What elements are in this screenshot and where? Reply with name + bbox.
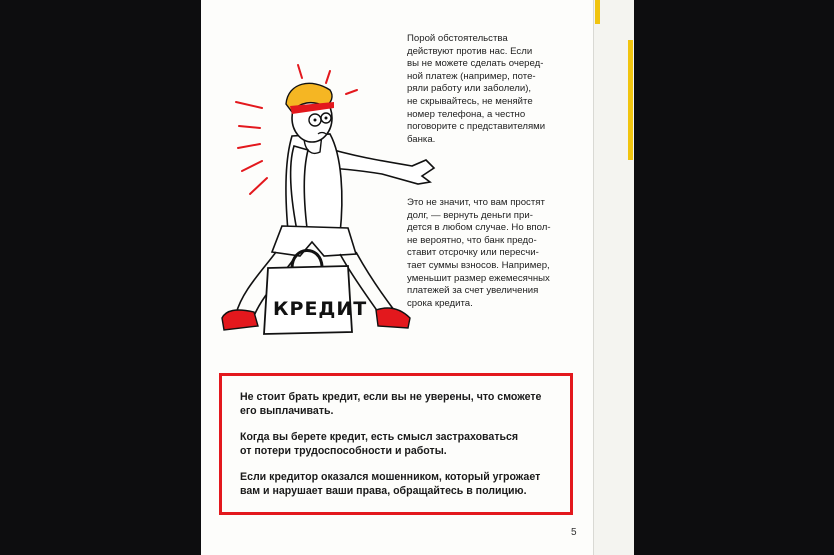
left-shoe-icon (222, 310, 258, 330)
warning-box (219, 373, 573, 515)
warning-item: Если кредитор оказался мошенником, который угрожает вам и нарушает ваши права, обращайтесь в полицию. (240, 471, 541, 497)
man-carrying-credit-bag-illustration (212, 56, 437, 341)
credit-bag-label: КРЕДИТ (273, 298, 368, 320)
page-edge-accent (628, 40, 633, 160)
intro-paragraph: Порой обстоятельства действуют против нас. Если вы не можете сделать очеред- ной платеж (например, поте- ряли работу или заболели), не скрывайтесь, не меняйте номер телефона, а честно поговорите с представителями банка. (407, 33, 546, 145)
page-number: 5 (571, 527, 577, 538)
right-shoe-icon (376, 308, 410, 328)
warning-item: Не стоит брать кредит, если вы не уверены, что сможете его выплачивать. (240, 391, 542, 417)
page-edge-accent (595, 0, 600, 24)
warning-item: Когда вы берете кредит, есть смысл застраховаться от потери трудоспособности и работы. (240, 431, 519, 457)
explanation-paragraph: Это не значит, что вам простят долг, — вернуть деньги при- дется в любом случае. Но впол- не вероятно, что банк предо- ставит отсрочку или пересчи- тает суммы взносов. Например, уменьшит размер ежемесячных платежей за счет увеличения срока кредита. (407, 197, 551, 309)
